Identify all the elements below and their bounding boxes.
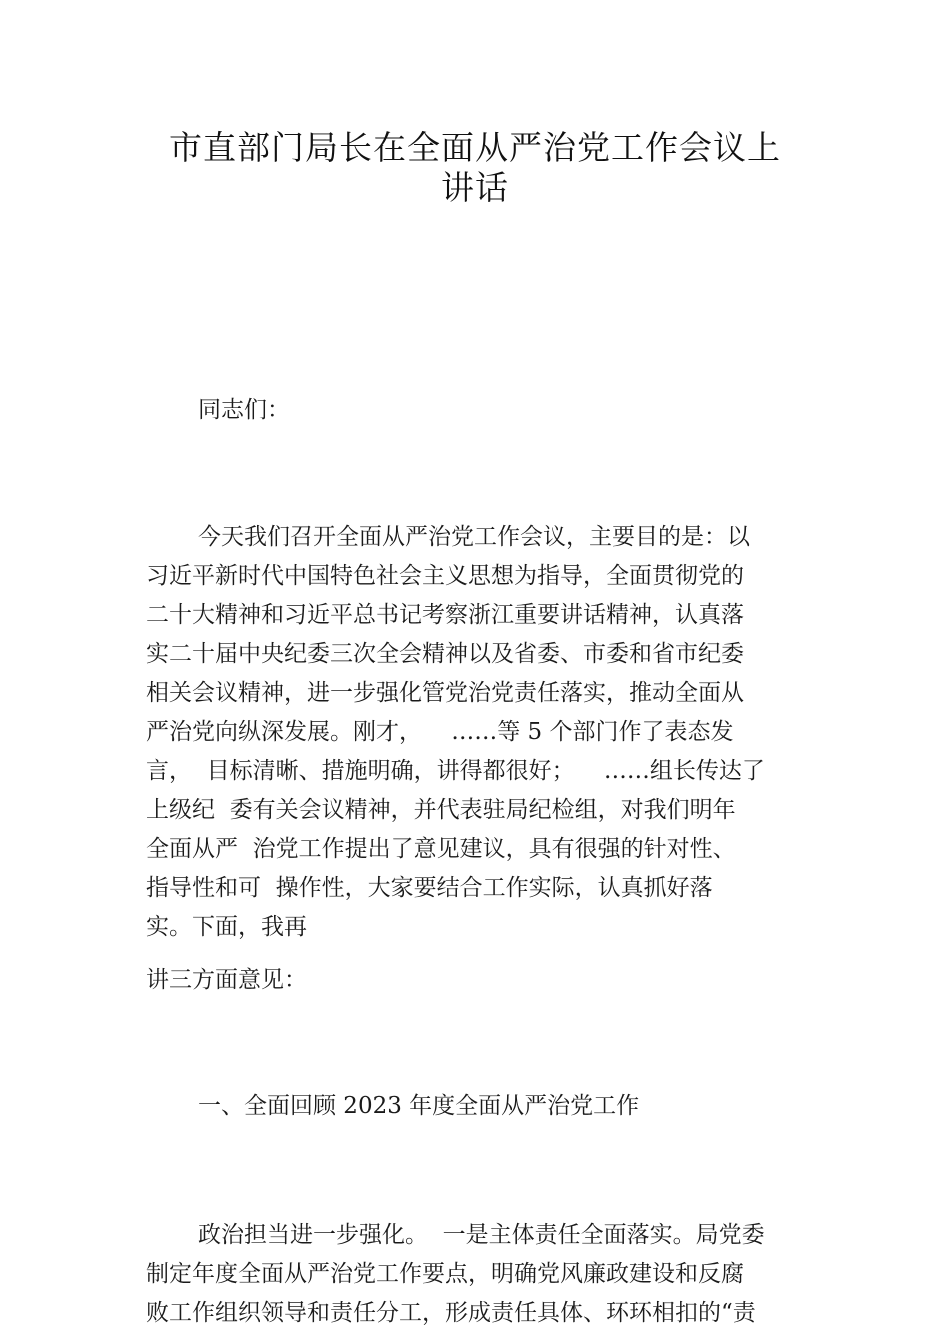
paragraph-1-line: 今天我们召开全面从严治党工作会议，主要目的是：以: [198, 524, 750, 550]
paragraph-2-line: 制定年度全面从严治党工作要点，明确党风廉政建设和反腐: [146, 1261, 744, 1287]
paragraph-1-line: 习近平新时代中国特色社会主义思想为指导，全面贯彻党的: [146, 563, 744, 589]
paragraph-1-line: 实。下面，我再: [146, 914, 307, 940]
paragraph-1-line: 上级纪 委有关会议精神，并代表驻局纪检组，对我们明年: [146, 797, 736, 823]
paragraph-1-tail: 讲三方面意见：: [146, 967, 307, 993]
paragraph-1-line: 二十大精神和习近平总书记考察浙江重要讲话精神，认真落: [146, 602, 744, 628]
paragraph-2-line: 政治担当进一步强化。 一是主体责任全面落实。局党委: [198, 1222, 765, 1248]
title-line-2: 讲话: [441, 168, 509, 207]
paragraph-1-line: 言， 目标清晰、措施明确，讲得都很好； ……组长传达了: [146, 758, 765, 784]
paragraph-2-line: 败工作组织领导和责任分工，形成责任具体、环环相扣的“责: [146, 1300, 756, 1326]
paragraph-1-line: 指导性和可 操作性，大家要结合工作实际，认真抓好落: [146, 875, 713, 901]
paragraph-1-line: 严治党向纵深发展。刚才， ……等 5 个部门作了表态发: [146, 719, 734, 745]
paragraph-1-line: 全面从严 治党工作提出了意见建议，具有很强的针对性、: [146, 836, 736, 862]
paragraph-1-line: 实二十届中央纪委三次全会精神以及省委、市委和省市纪委: [146, 641, 744, 667]
document-title: [0, 128, 950, 208]
title-line-1: 市直部门局长在全面从严治党工作会议上: [169, 128, 781, 167]
paragraph-1-line: 相关会议精神，进一步强化管党治党责任落实，推动全面从: [146, 680, 744, 706]
salutation: 同志们：: [198, 397, 290, 423]
section-heading-1: 一、全面回顾 2023 年度全面从严治党工作: [198, 1093, 640, 1119]
